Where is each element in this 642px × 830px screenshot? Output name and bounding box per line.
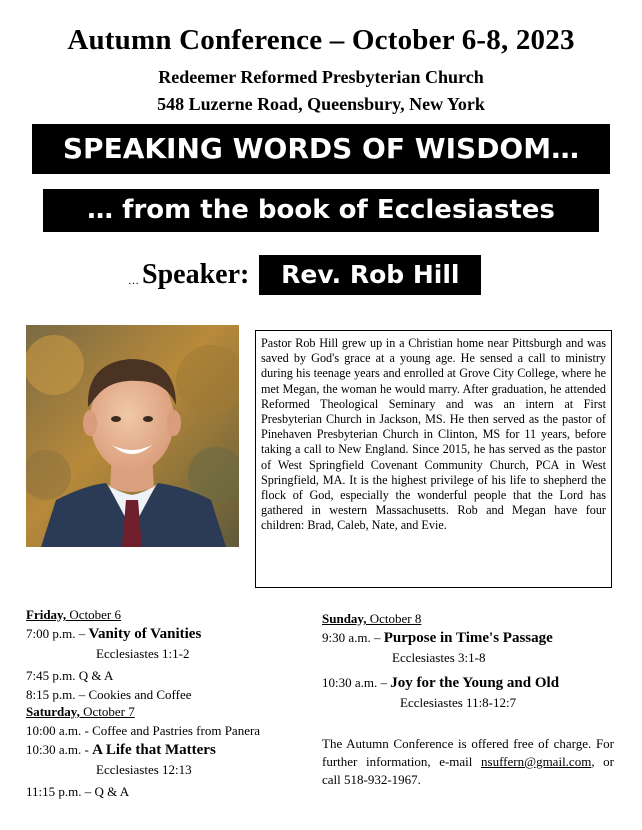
day-date: October 8 <box>366 611 422 626</box>
session-title: Joy for the Young and Old <box>390 675 560 691</box>
sunday-heading <box>322 610 614 627</box>
saturday-heading <box>26 703 326 720</box>
schedule-item: 8:15 p.m. – Cookies and Coffee <box>26 687 192 702</box>
schedule-left-column <box>26 606 326 800</box>
schedule-item: 7:45 p.m. Q & A <box>26 668 114 683</box>
scripture-reference: Ecclesiastes 3:1-8 <box>392 650 486 665</box>
session-title: Vanity of Vanities <box>88 626 202 642</box>
speaker-photo <box>26 325 239 547</box>
session-time: 7:00 p.m. – <box>26 626 89 641</box>
session-time: 10:30 a.m. - <box>26 742 93 757</box>
day-date: October 7 <box>79 704 135 719</box>
session-row <box>26 625 326 643</box>
session-time: 9:30 a.m. – <box>322 630 384 645</box>
schedule-right-column <box>322 610 614 789</box>
session-title: Purpose in Time's Passage <box>383 630 553 646</box>
speaker-line <box>128 255 481 295</box>
session-time: 10:30 a.m. – <box>322 675 391 690</box>
day-label: Saturday, <box>26 704 80 719</box>
scripture-reference: Ecclesiastes 12:13 <box>96 762 192 777</box>
session-row <box>26 741 326 759</box>
schedule-item: 10:00 a.m. - Coffee and Pastries from Panera <box>26 723 261 738</box>
day-date: October 6 <box>66 607 121 622</box>
friday-heading <box>26 606 326 623</box>
day-label: Friday, <box>26 607 67 622</box>
speaker-dots: … <box>128 275 139 287</box>
session-row <box>322 674 614 692</box>
speaker-name: Rev. Rob Hill <box>259 255 481 295</box>
scripture-reference: Ecclesiastes 11:8-12:7 <box>400 695 517 710</box>
page-title: Autumn Conference – October 6-8, 2023 <box>67 24 575 56</box>
church-address: 548 Luzerne Road, Queensbury, New York <box>157 94 485 114</box>
scripture-reference: Ecclesiastes 1:1-2 <box>96 646 190 661</box>
theme-banner: SPEAKING WORDS OF WISDOM… <box>32 124 610 174</box>
schedule-item: 11:15 p.m. – Q & A <box>26 784 130 799</box>
speaker-label: Speaker: <box>142 259 250 290</box>
contact-phone-text: , or call 518-932-1967. <box>322 754 614 787</box>
session-title: A Life that Matters <box>92 742 216 758</box>
day-label: Sunday, <box>322 611 367 626</box>
contact-note <box>322 735 614 789</box>
book-banner: … from the book of Ecclesiastes <box>43 189 599 232</box>
contact-text: The Autumn Conference is offered free of charge. For further information, e-mail <box>322 736 614 769</box>
speaker-bio: Pastor Rob Hill grew up in a Christian home near Pittsburgh and was saved by God's grace at a young age. He sensed a call to ministry during his teenage years and enrolled at Grove City College, where he met Megan, the woman he would marry. After graduation, he attended Reformed Theological Seminary and was an intern at First Presbyterian Church in Jackson, MS. He then served as the pastor of Pinehaven Presbyterian Church in Clinton, MS for 11 years, before taking a call to New England. Since 2015, he has served as the pastor of West Springfield Covenant Community Church, PCA in West Springfield, MA. It is the highest privilege of his life to shepherd the flock of God, especially the wonderful people that the Lord has gathered in western Massachusetts. Rob and Megan have four children: Brad, Caleb, Nate, and Evie. <box>255 330 612 588</box>
session-row <box>322 629 614 647</box>
church-name: Redeemer Reformed Presbyterian Church <box>158 67 484 87</box>
contact-email-link[interactable]: nsuffern@gmail.com <box>481 754 592 769</box>
